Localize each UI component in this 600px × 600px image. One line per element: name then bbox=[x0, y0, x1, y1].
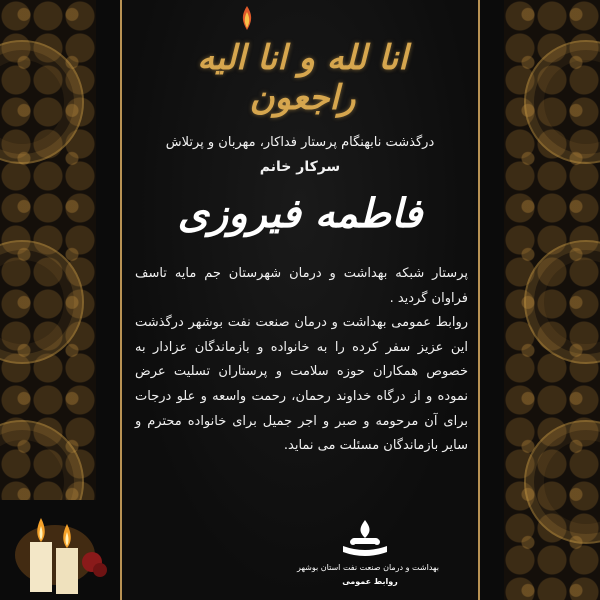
divider-right bbox=[478, 0, 480, 600]
intro-line: درگذشت نابهنگام پرستار فداکار، مهربان و پرتلاش bbox=[165, 135, 435, 150]
ornament-medallion bbox=[0, 240, 84, 364]
logo-caption: بهداشت و درمان صنعت نفت استان بوشهر bbox=[297, 563, 439, 572]
divider-left bbox=[120, 0, 122, 600]
calligraphy-text: انا لله و انا الیه راجعون bbox=[197, 38, 408, 118]
body-paragraph: روابط عمومی بهداشت و درمان صنعت نفت بوشهر درگذشت این عزیز سفر کرده را به خانواده و بازماندگان عزادار به خصوص همکاران حوزه سلامت و پرستاران تسلیت عرض نموده و از درگاه خداوند رحمان، رحمت واسعه و علو درجات برای آن مرحومه و صبر و اجر جمیل برای خانواده محترم و سایر بازماندگان مسئلت می نماید. bbox=[135, 315, 468, 454]
deceased-name: فاطمه فیروزی bbox=[177, 190, 423, 237]
ornament-medallion bbox=[0, 40, 84, 164]
condolence-body bbox=[135, 262, 468, 459]
logo-subtitle: روابط عمومی bbox=[342, 577, 398, 586]
ornament-medallion bbox=[524, 240, 600, 364]
title-prefix: سرکار خانم bbox=[259, 159, 341, 175]
candles-icon bbox=[0, 500, 120, 600]
ornament-medallion bbox=[524, 40, 600, 164]
flame-icon bbox=[240, 6, 254, 30]
ornament-medallion bbox=[524, 420, 600, 544]
calligraphy-heading bbox=[185, 10, 420, 118]
organization-logo-icon bbox=[335, 518, 395, 562]
body-paragraph: پرستار شبکه بهداشت و درمان شهرستان جم مایه تاسف فراوان گردید . bbox=[135, 266, 468, 306]
